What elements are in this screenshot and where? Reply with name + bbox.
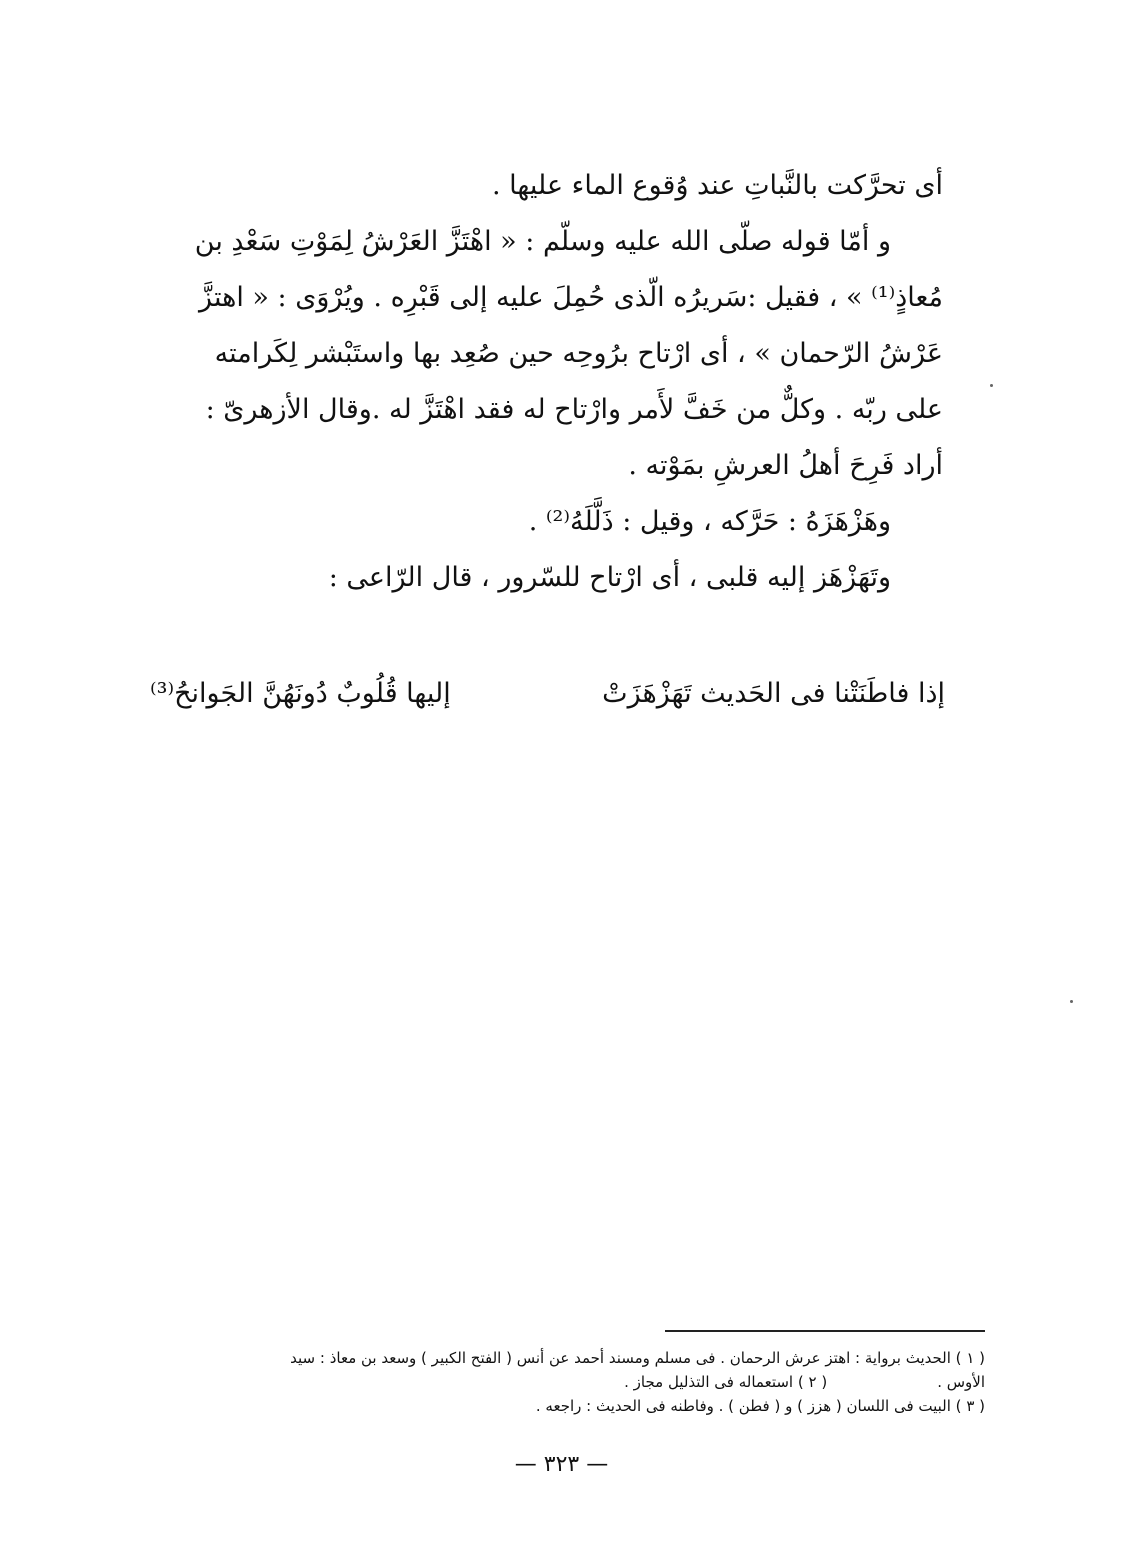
footnote-divider — [665, 1330, 985, 1332]
text-line-7: وهَزْهَزَهُ : حَرَّكه ، وقيل : ذَلَّلَهُ⁽²⁾ . — [528, 506, 891, 537]
text-line-4: عَرْشُ الرّحمان » ، أى ارْتاح برُوحِه حين صُعِد بها واستَبْشر لِكَرامته — [214, 338, 943, 369]
text-line-6: أراد فَرِحَ أهلُ العرشِ بمَوْته . — [628, 450, 943, 481]
footnote-1-line-1: ( ١ ) الحديث برواية : اهتز عرش الرحمان . فى مسلم ومسند أحمد عن أنس ( الفتح الكبير ) وسعد بن معاذ : سيد — [290, 1349, 985, 1367]
footnote-3: ( ٣ ) البيت فى اللسان ( هزز ) و ( فطن ) . وفاطنه فى الحديث : راجعه . — [535, 1397, 985, 1415]
text-line-8: وتَهَزْهَز إليه قلبى ، أى ارْتاح للسّرور ، قال الرّاعى : — [328, 562, 891, 593]
text-line-1: أى تحرَّكت بالنَّباتِ عند وُقوع الماء عليها . — [492, 170, 943, 201]
footnote-2: ( ٢ ) استعماله فى التذليل مجاز . — [624, 1373, 828, 1391]
verse-second-hemistich: إليها قُلُوبٌ دُونَهُنَّ الجَوانحُ⁽³⁾ — [150, 678, 451, 709]
verse-first-hemistich: إذا فاطَنَتْنا فى الحَديث تَهَزْهَزَتْ — [602, 678, 945, 709]
footnote-1-line-2: الأوس . — [937, 1373, 985, 1391]
poetry-verse — [150, 672, 945, 716]
footnotes — [135, 1346, 985, 1418]
text-line-5: على ربّه . وكلٌّ من خَفَّ لأَمر وارْتاح له فقد اهْتَزَّ له .وقال الأزهرىّ : — [205, 394, 943, 425]
main-text — [130, 158, 943, 606]
footnote-row-2 — [135, 1370, 985, 1394]
scan-speck — [1070, 1000, 1073, 1003]
scan-speck — [990, 384, 993, 387]
text-line-3: مُعاذٍ⁽¹⁾ » ، فقيل :سَريرُه الّذى حُمِلَ عليه إلى قَبْرِه . ويُرْوَى : « اهتزَّ — [199, 282, 943, 313]
page-number: — ٣٢٣ — — [514, 1452, 609, 1477]
text-line-2: و أمّا قوله صلّى الله عليه وسلّم : « اهْتَزَّ العَرْشُ لِمَوْتِ سَعْدِ بن — [194, 226, 891, 257]
